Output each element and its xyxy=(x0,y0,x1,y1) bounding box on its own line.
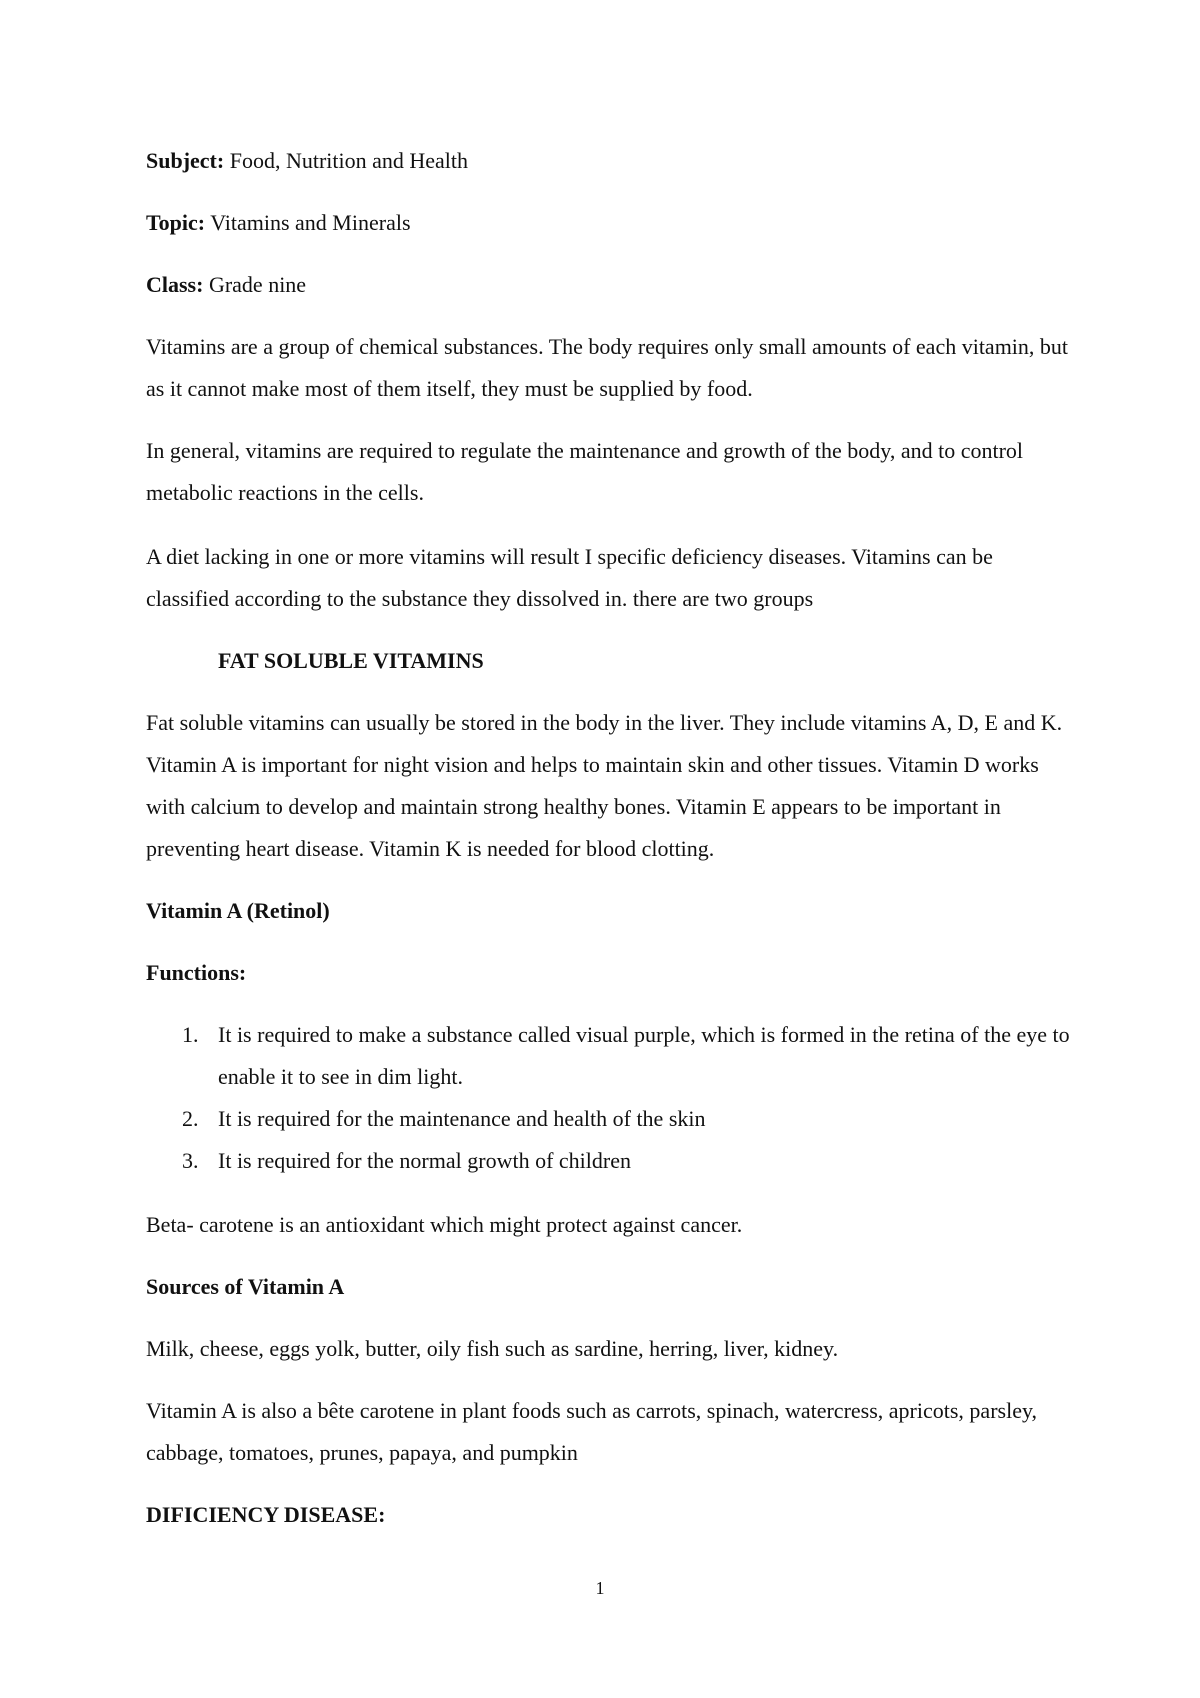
fat-soluble-heading: FAT SOLUBLE VITAMINS xyxy=(218,648,484,673)
intro-paragraph-1: Vitamins are a group of chemical substances. The body requires only small amounts of each vitamin, but as it cannot make most of them itself, they must be supplied by food. xyxy=(146,334,1069,401)
list-item xyxy=(146,1140,1070,1182)
list-item-text: It is required for the maintenance and health of the skin xyxy=(218,1106,706,1131)
class-label: Class: xyxy=(146,272,204,297)
list-item-text: It is required for the normal growth of children xyxy=(218,1148,631,1173)
list-item xyxy=(146,1098,1070,1140)
topic-label: Topic: xyxy=(146,210,206,235)
functions-list xyxy=(146,1014,1070,1182)
subject-value: Food, Nutrition and Health xyxy=(224,148,469,173)
list-item-number: 3. xyxy=(182,1148,199,1173)
sources-heading: Sources of Vitamin A xyxy=(146,1274,345,1299)
list-item-number: 2. xyxy=(182,1106,199,1131)
topic-value: Vitamins and Minerals xyxy=(205,210,411,235)
class-value: Grade nine xyxy=(203,272,307,297)
intro-paragraph-3: A diet lacking in one or more vitamins will result I specific deficiency diseases. Vitamins can be classified according to the substance they dissolved in. there are two groups xyxy=(146,544,993,611)
vitamin-a-heading: Vitamin A (Retinol) xyxy=(146,898,330,923)
fat-soluble-paragraph: Fat soluble vitamins can usually be stored in the body in the liver. They include vitamins A, D, E and K. Vitamin A is important for night vision and helps to maintain skin and other tissues. Vitamin D works with calcium to develop and maintain strong healthy bones. Vitamin E appears to be important in preventing heart disease. Vitamin K is needed for blood clotting. xyxy=(146,710,1063,861)
list-item-number: 1. xyxy=(182,1022,199,1047)
sources-plant-paragraph: Vitamin A is also a bête carotene in plant foods such as carrots, spinach, watercress, apricots, parsley, cabbage, tomatoes, prunes, papaya, and pumpkin xyxy=(146,1398,1038,1465)
intro-paragraph-2: In general, vitamins are required to regulate the maintenance and growth of the body, and to control metabolic reactions in the cells. xyxy=(146,438,1024,505)
beta-carotene-text: Beta- carotene is an antioxidant which might protect against cancer. xyxy=(146,1212,743,1237)
deficiency-heading: DIFICIENCY DISEASE: xyxy=(146,1502,386,1527)
topic-line xyxy=(146,202,411,244)
subject-line xyxy=(146,140,468,182)
subject-label: Subject: xyxy=(146,148,225,173)
list-item-text: It is required to make a substance called visual purple, which is formed in the retina of the eye to enable it to see in dim light. xyxy=(218,1022,1070,1089)
page-number: 1 xyxy=(595,1578,605,1598)
sources-animal-text: Milk, cheese, eggs yolk, butter, oily fish such as sardine, herring, liver, kidney. xyxy=(146,1336,839,1361)
class-line xyxy=(146,264,306,306)
list-item xyxy=(146,1014,1070,1098)
functions-heading: Functions: xyxy=(146,960,247,985)
